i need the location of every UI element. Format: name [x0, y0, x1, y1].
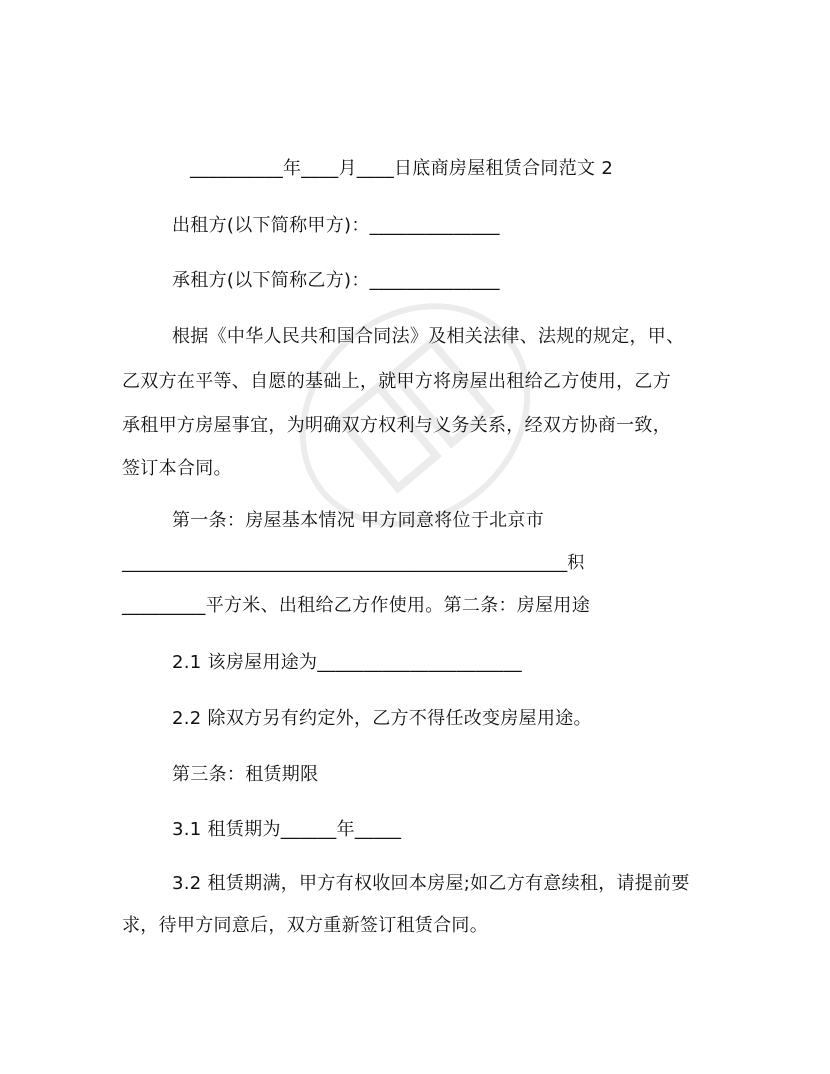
clause-2-2: 2.2 除双方另有约定外，乙方不得任改变房屋用途。 — [172, 708, 592, 729]
paragraph-line: 签订本合同。 — [122, 458, 232, 479]
clause-3-2-continued: 求，待甲方同意后，双方重新签订租赁合同。 — [122, 915, 488, 936]
paragraph-line: 乙双方在平等、自愿的基础上，就甲方将房屋出租给乙方使用，乙方 — [122, 371, 671, 392]
area-line: _________平方米、出租给乙方作使用。第二条：房屋用途 — [122, 595, 590, 616]
clause-3-1: 3.1 租赁期为______年_____ — [172, 819, 402, 840]
address-blank-line: _____________________________________________________积 — [122, 553, 585, 573]
clause-3-2: 3.2 租赁期满，甲方有权收回本房屋;如乙方有意续租，请提前要 — [172, 873, 690, 894]
lessor-line: 出租方(以下简称甲方)：______________ — [172, 215, 500, 236]
paragraph-line: 承租甲方房屋事宜，为明确双方权利与义务关系，经双方协商一致， — [122, 415, 671, 436]
document-title: __________年____月____日底商房屋租赁合同范文 2 — [190, 158, 614, 179]
lessee-line: 承租方(以下简称乙方)：______________ — [172, 270, 500, 291]
paragraph-line: 根据《中华人民共和国合同法》及相关法律、法规的规定，甲、 — [172, 326, 685, 347]
clause-2-1: 2.1 该房屋用途为______________________ — [172, 652, 522, 673]
article-three-heading: 第三条：租赁期限 — [172, 764, 319, 785]
article-one-heading: 第一条：房屋基本情况 甲方同意将位于北京市 — [172, 510, 545, 531]
